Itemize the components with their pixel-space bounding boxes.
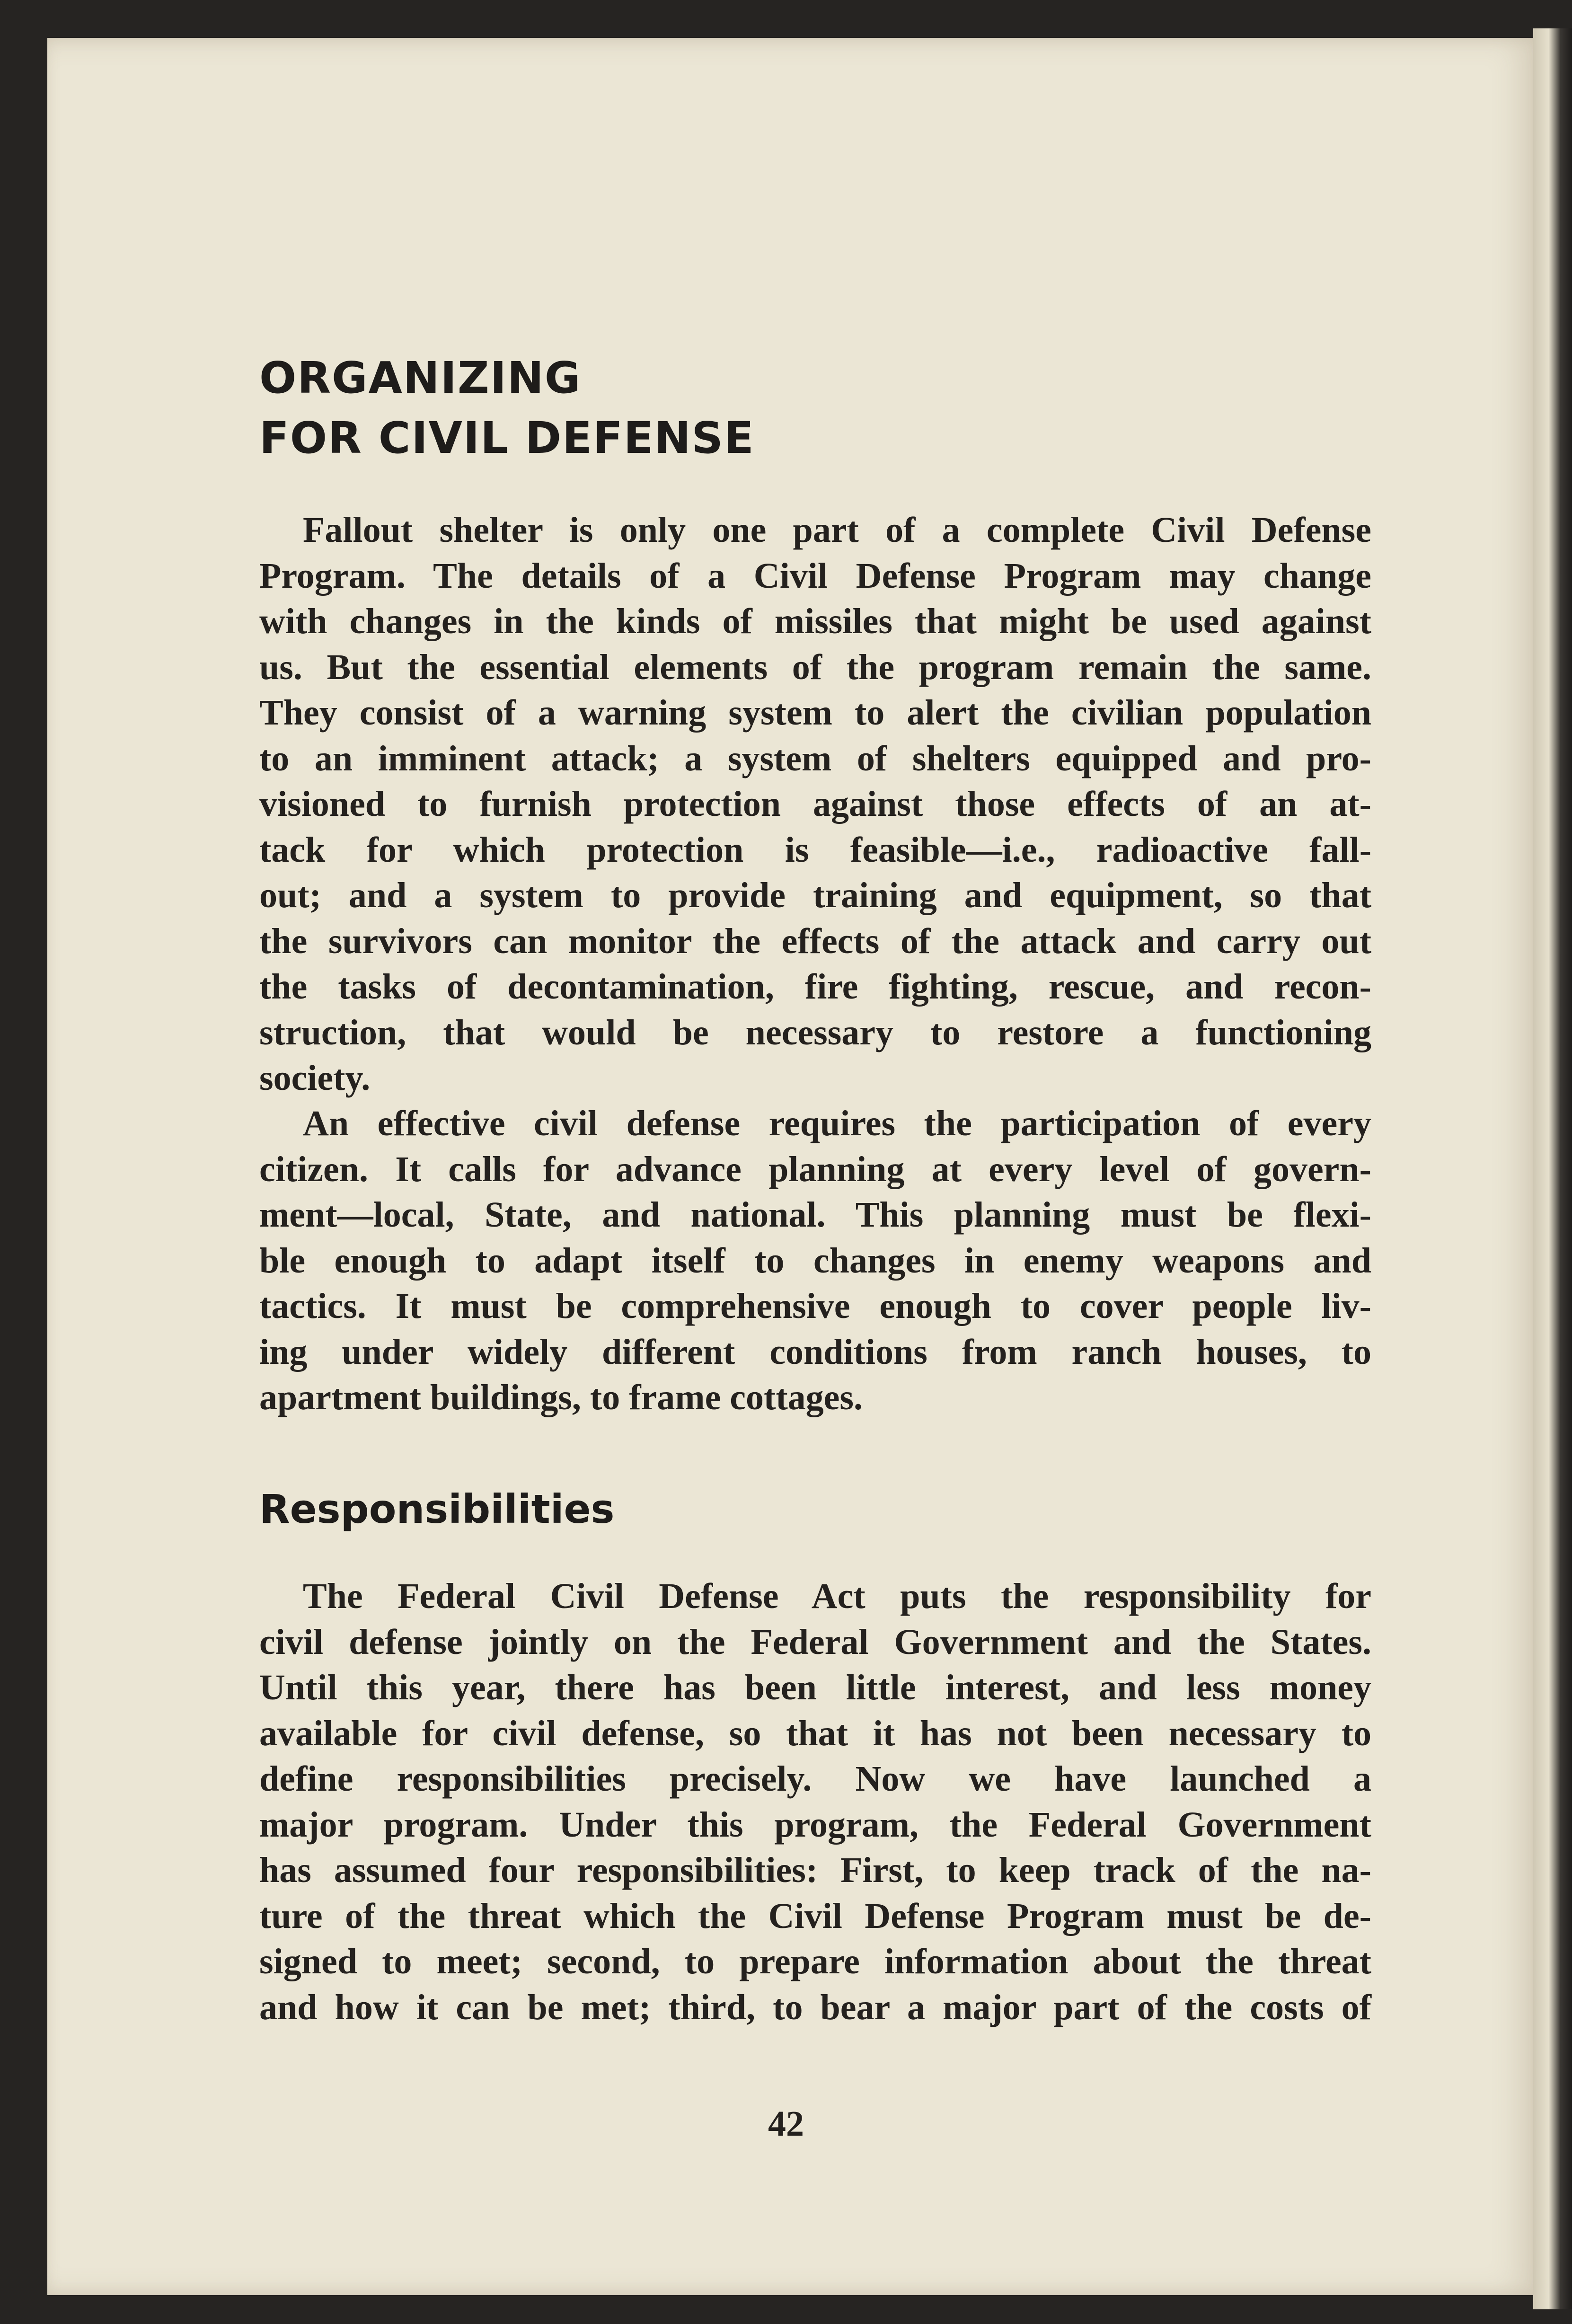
text-line: us. But the essential elements of the program remain the same. (259, 647, 1371, 687)
text-line: ture of the threat which the Civil Defense Program must be de- (259, 1896, 1371, 1936)
text-line: ing under widely different conditions from ranch houses, to (259, 1332, 1371, 1372)
book-spine-edge (1533, 28, 1572, 2309)
paragraph-1 (259, 507, 1371, 1101)
text-line: struction, that would be necessary to restore a functioning (259, 1012, 1371, 1052)
text-line: tactics. It must be comprehensive enough to cover people liv- (259, 1286, 1371, 1326)
text-line: out; and a system to provide training and equipment, so that (259, 875, 1371, 915)
paragraph-responsibilities (259, 1573, 1371, 2030)
text-line: The Federal Civil Defense Act puts the responsibility for (303, 1576, 1371, 1616)
text-line: civil defense jointly on the Federal Government and the States. (259, 1622, 1371, 1662)
text-line: available for civil defense, so that it has not been necessary to (259, 1713, 1371, 1753)
text-line: An effective civil defense requires the participation of every (303, 1104, 1371, 1143)
text-line: They consist of a warning system to alert the civilian population (259, 693, 1371, 733)
text-line: tack for which protection is feasible—i.e., radioactive fall- (259, 830, 1371, 870)
page-number: 42 (768, 2104, 804, 2144)
paragraph-2 (259, 1101, 1371, 1421)
text-line: and how it can be met; third, to bear a major part of the costs of (259, 1987, 1371, 2027)
section-heading-responsibilities: Responsibilities (259, 1486, 615, 1532)
text-line: major program. Under this program, the Federal Government (259, 1804, 1371, 1845)
text-line: to an imminent attack; a system of shelters equipped and pro- (259, 738, 1371, 778)
page-title (259, 348, 755, 468)
text-line: visioned to furnish protection against those effects of an at- (259, 784, 1371, 824)
text-line: the tasks of decontamination, fire fighting, rescue, and recon- (259, 967, 1371, 1007)
title-line-1: ORGANIZING (259, 353, 582, 403)
text-line: signed to meet; second, to prepare information about the threat (259, 1942, 1371, 1981)
text-line: Until this year, there has been little interest, and less money (259, 1668, 1371, 1707)
text-line: has assumed four responsibilities: First, to keep track of the na- (259, 1850, 1371, 1890)
text-line: society. (259, 1058, 371, 1098)
text-line: the survivors can monitor the effects of the attack and carry out (259, 921, 1371, 961)
text-line: ment—local, State, and national. This planning must be flexi- (259, 1195, 1371, 1235)
text-line: ble enough to adapt itself to changes in enemy weapons and (259, 1240, 1371, 1281)
title-line-2: FOR CIVIL DEFENSE (259, 413, 755, 463)
text-line: Program. The details of a Civil Defense Program may change (259, 556, 1371, 596)
text-line: apartment buildings, to frame cottages. (259, 1378, 863, 1417)
text-line: define responsibilities precisely. Now we have launched a (259, 1759, 1371, 1799)
text-line: citizen. It calls for advance planning at every level of govern- (259, 1149, 1371, 1189)
text-line: with changes in the kinds of missiles that might be used against (259, 601, 1371, 641)
text-line: Fallout shelter is only one part of a complete Civil Defense (303, 510, 1371, 550)
